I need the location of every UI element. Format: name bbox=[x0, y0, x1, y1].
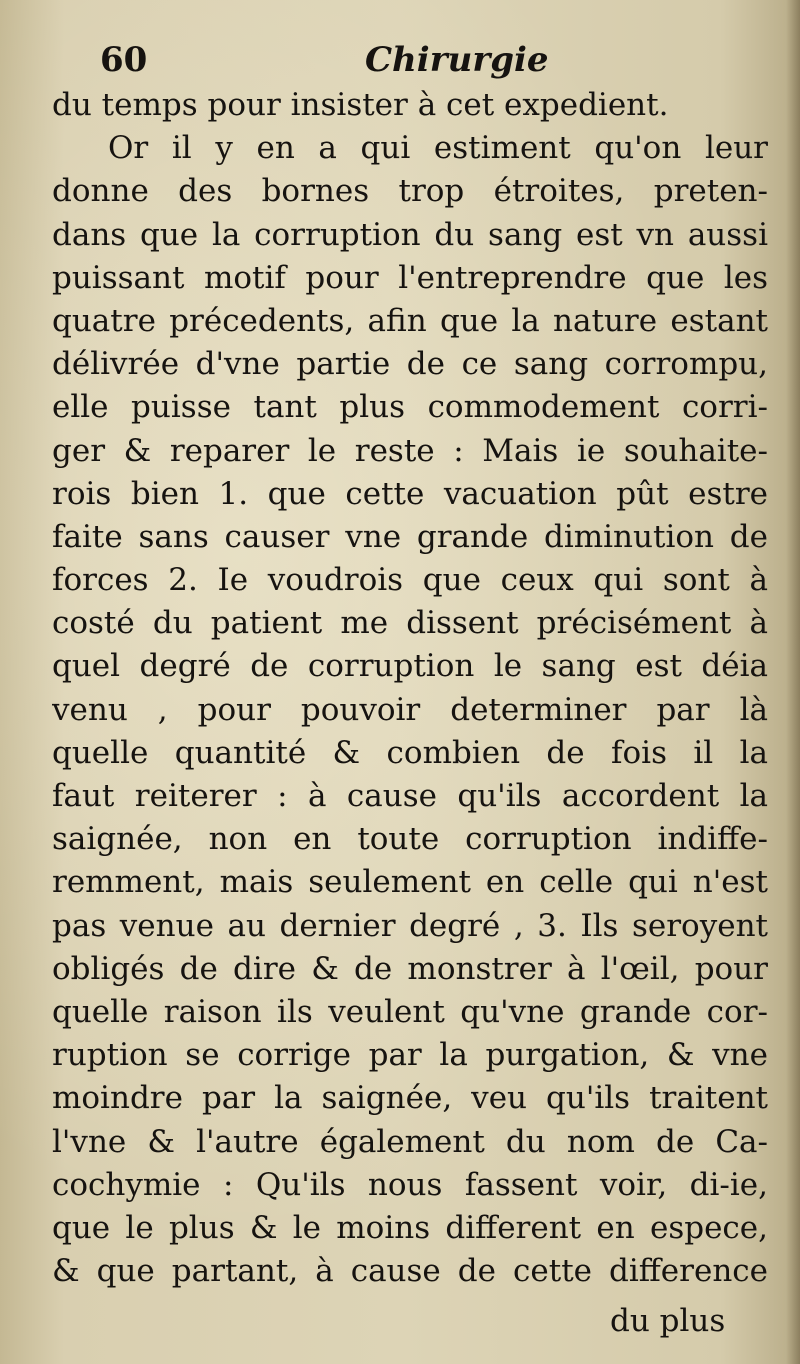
text-line: venu , pour pouvoir determiner par là bbox=[52, 691, 768, 728]
text-line: quelle quantité & combien de fois il la bbox=[52, 734, 768, 771]
text-line: rois bien 1. que cette vacuation pût estre bbox=[52, 475, 768, 512]
text-line: ger & reparer le reste : Mais ie souhaite- bbox=[52, 432, 768, 469]
text-line: forces 2. Ie voudrois que ceux qui sont à bbox=[52, 562, 768, 599]
text-line: donne des bornes trop étroites, preten- bbox=[52, 173, 768, 210]
text-line: faite sans causer vne grande diminution de bbox=[52, 518, 768, 555]
text-line: Or il y en a qui estiment qu'on leur bbox=[108, 130, 768, 167]
text-line: faut reiterer : à cause qu'ils accordent la bbox=[52, 778, 768, 814]
text-line: du temps pour insister à cet expedient. bbox=[52, 87, 669, 123]
text-line: quelle raison ils veulent qu'vne grande cor- bbox=[52, 993, 768, 1030]
text-line: puissant motif pour l'entreprendre que les bbox=[52, 259, 768, 296]
page-edge-shadow bbox=[786, 0, 800, 1364]
text-line: saignée, non en toute corruption indiffe- bbox=[52, 821, 768, 858]
text-line: pas venue au dernier degré , 3. Ils seroyent bbox=[52, 907, 768, 944]
text-line: cochymie : Qu'ils nous fassent voir, di-ie, bbox=[52, 1166, 768, 1203]
text-line: quel degré de corruption le sang est déia bbox=[52, 648, 768, 685]
running-head bbox=[100, 36, 740, 84]
catchword: du plus bbox=[610, 1303, 726, 1339]
text-line: que le plus & le moins different en espece, bbox=[52, 1209, 768, 1246]
text-line: costé du patient me dissent précisément à bbox=[52, 605, 768, 642]
text-line: obligés de dire & de monstrer à l'œil, pour bbox=[52, 950, 768, 987]
text-line: moindre par la saignée, veu qu'ils traitent bbox=[52, 1080, 768, 1117]
text-line: dans que la corruption du sang est vn aussi bbox=[52, 216, 768, 253]
body-text bbox=[52, 84, 768, 1293]
text-line: quatre précedents, afin que la nature estant bbox=[52, 302, 768, 339]
text-line: ruption se corrige par la purgation, & vne bbox=[52, 1037, 768, 1074]
text-line: elle puisse tant plus commodement corri- bbox=[52, 389, 768, 426]
page-number: 60 bbox=[100, 40, 148, 80]
text-line: remment, mais seulement en celle qui n'est bbox=[52, 864, 768, 901]
text-line: & que partant, à cause de cette difference bbox=[52, 1253, 768, 1290]
text-line: l'vne & l'autre également du nom de Ca- bbox=[52, 1123, 768, 1160]
text-line: délivrée d'vne partie de ce sang corrompu, bbox=[52, 346, 768, 383]
running-title: Chirurgie bbox=[365, 40, 549, 80]
